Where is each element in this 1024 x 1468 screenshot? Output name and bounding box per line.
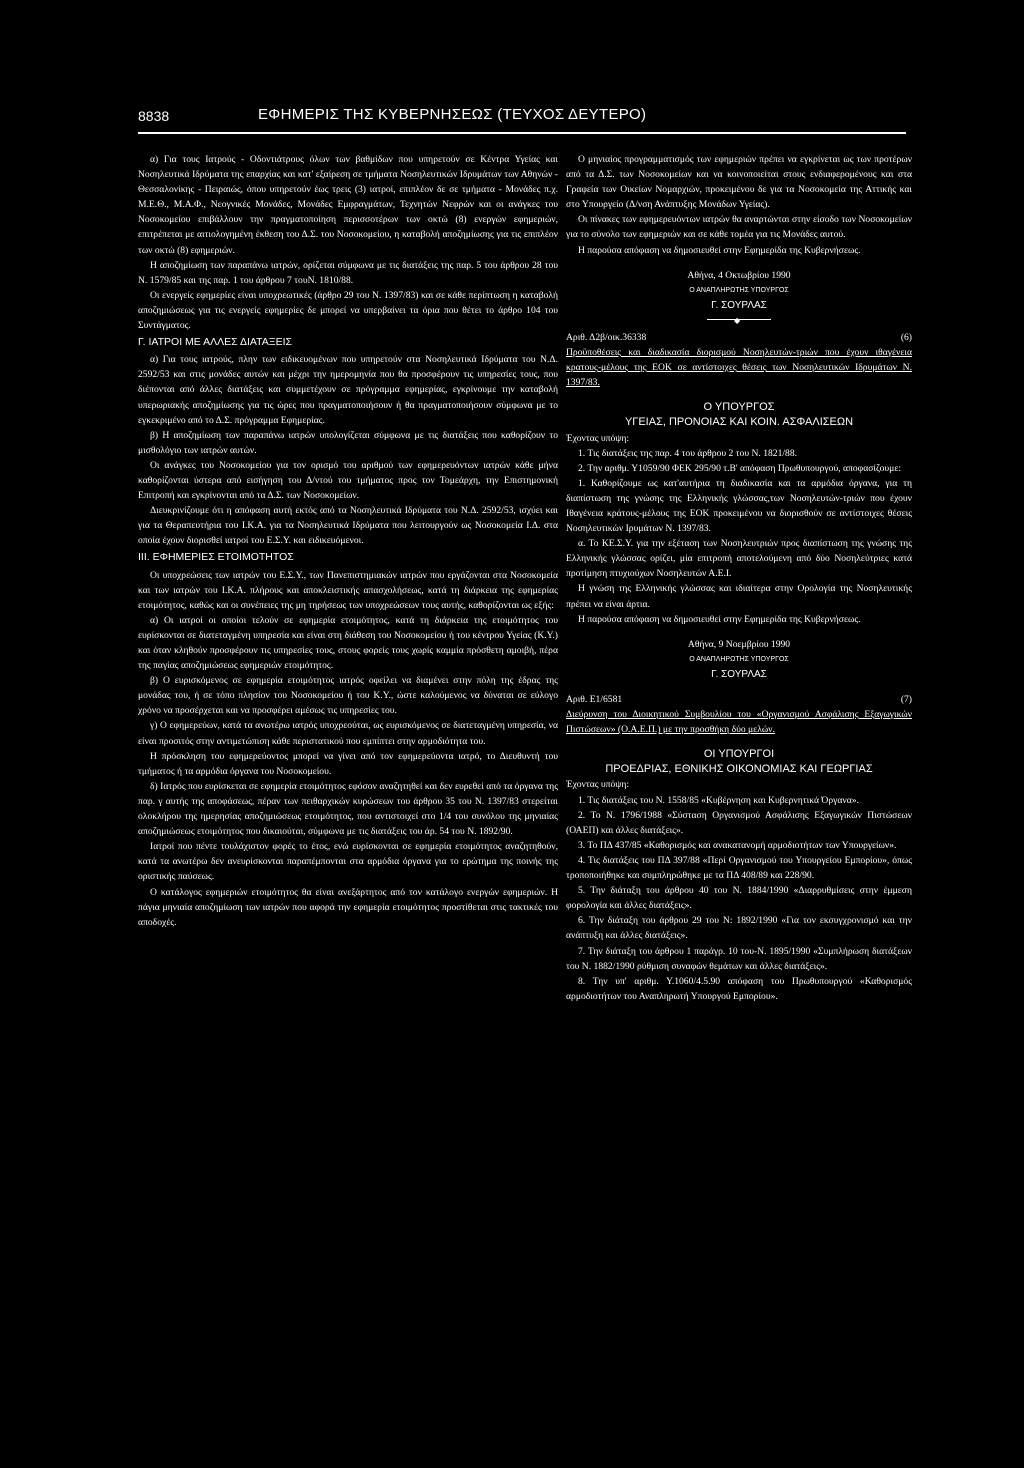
right-column bbox=[566, 152, 912, 1452]
decision-number: (7) bbox=[900, 694, 912, 705]
signatory-name: Γ. ΣΟΥΡΛΑΣ bbox=[711, 668, 767, 680]
paragraph: Η γνώση της Ελληνικής γλώσσας και ιδιαίτερα στην Ορολογία της Νοσηλευτικής πρέπει να είναι άρτια. bbox=[566, 583, 912, 610]
paragraph: 2. Την αριθμ. Υ1059/90 ΦΕΚ 295/90 τ.Β' απόφαση Πρωθυπουργού, αποφασίζουμε: bbox=[578, 462, 901, 474]
section-heading: Γ. ΙΑΤΡΟΙ ΜΕ ΑΛΛΕΣ ΔΙΑΤΑΞΕΙΣ bbox=[138, 336, 293, 349]
decision-title: Διεύρυνση του Διοικητικού Συμβουλίου του «Οργανισμού Ασφάλισης Εξαγωγικών Πιστώσεων» (Ο.Α.Ε.Π.) με την προσθήκη δύο μελών. bbox=[566, 709, 912, 736]
paragraph: Η παρούσα απόφαση να δημοσιευθεί στην Εφημερίδα της Κυβερνήσεως. bbox=[578, 244, 861, 256]
paragraph: α) Για τους Ιατρούς - Οδοντιάτρους όλων των βαθμίδων που υπηρετούν σε Κέντρα Υγείας και Νοσηλευτικά Ιδρύματα της επαρχίας και κατ' εξαίρεση σε τμήματα Νοσηλευτικών Ιδρυμάτων των Αθηνών - Θεσσαλονίκης - Πειραιώς, όπου υπηρετούν έως τρεις (3) ιατροί, επιπλέον δε σε τμήματα - Μονάδες π.χ. Μ.Ε.Θ., Μ.Α.Φ., Νεογνικές Μονάδες, Μονάδες Εμφραγμάτων, Τεχνητών Νεφρών και οι ανάγκες του Νοσοκομείου επιβάλλουν την πραγματοποίηση περισσοτέρων των οκτώ (8) ενεργών εφημεριών, επιτρέπεται με αιτιολογημένη έκθεση του Δ.Σ. του Νοσοκομείου, η καταβολή αποζημίωσης για τις επιπλέον των οκτώ (8) εφημεριών. bbox=[138, 154, 558, 256]
page-number: 8838 bbox=[138, 108, 170, 124]
decision-reference: Αριθ. Ε1/6581 bbox=[566, 694, 623, 705]
decision-reference: Αριθ. Δ2β/οικ.36338 bbox=[566, 331, 647, 343]
signature-date: Αθήνα, 4 Οκτωβρίου 1990 bbox=[687, 269, 791, 281]
paragraph: 1. Τις διατάξεις της παρ. 4 του άρθρου 2 του Ν. 1821/88. bbox=[578, 447, 798, 459]
paragraph: β) Η αποζημίωση των παραπάνω ιατρών υπολογίζεται σύμφωνα με τις διατάξεις που καθορίζουν το μισθολόγιο των ιατρών αυτών. bbox=[138, 429, 558, 456]
ministers-title: ΟΙ ΥΠΟΥΡΓΟΙ bbox=[703, 748, 775, 761]
paragraph: 6. Την διάταξη του άρθρου 29 του Ν: 1892/1990 «Για τον εκσυγχρονισμό και την ανάπτυξη και άλλες διατάξεις». bbox=[566, 915, 912, 942]
paragraph: Οι υποχρεώσεις των ιατρών του Ε.Σ.Υ., των Πανεπιστημιακών ιατρών που εργάζονται στα Νοσοκομεία και των ιατρών του Ι.Κ.Α. πλήρους και αποκλειστικής απασχολήσεως, κατά τη διάρκεια της εφημερίας ετοιμότητος, καθώς και οι συνέπειες της μη τηρήσεως των υποχρεώσεων τους αυτής, καθορίζονται ως εξής: bbox=[138, 569, 558, 611]
paragraph: 3. Το ΠΔ 437/85 «Καθορισμός και ανακατανομή αρμοδιοτήτων των Υπουργείων». bbox=[578, 839, 897, 851]
signatory-role: Ο ΑΝΑΠΛΗΡΩΤΗΣ ΥΠΟΥΡΓΟΣ bbox=[689, 286, 789, 294]
paragraph: δ) Ιατρός που ευρίσκεται σε εφημερία ετοιμότητος εφόσον αναζητηθεί και δεν ευρεθεί από τα όργανα της παρ. γ αυτής της αποφάσεως, πέραν των πειθαρχικών κυρώσεων του άρθρου 35 του Ν. 1397/83 στερείται ολοκλήρου της ημερησίας αποζημιώσεως ετοιμότητος, που αντιστοιχεί στο 1/4 του συνόλου της μηνιαίας αποζημιώσεως ετοιμότητος που δικαιούται, σύμφωνα με τις διατάξεις του άρ. 54 του Ν. 1892/90. bbox=[138, 780, 558, 838]
paragraph: γ) Ο εφημερεύων, κατά τα ανωτέρω ιατρός υποχρεούται, ως ευρισκόμενος σε διατεταγμένη υπηρεσία, να είναι προσιτός στην αντιμετώπιση κάθε περιστατικού που εμπίπτει στην αρμοδιότητα του. bbox=[138, 720, 558, 747]
paragraph: 7. Την διάταξη του άρθρου 1 παράγρ. 10 του-Ν. 1895/1990 «Συμπλήρωση διατάξεων του Ν. 1882/1990 ρύθμιση συναφών θεμάτων και άλλες διατάξεις». bbox=[566, 945, 912, 972]
signatory-name: Γ. ΣΟΥΡΛΑΣ bbox=[711, 299, 767, 311]
paragraph: 2. Το Ν. 1796/1988 «Σύσταση Οργανισμού Ασφάλισης Εξαγωγικών Πιστώσεων (ΟΑΕΠ) και άλλες διατάξεις». bbox=[566, 809, 912, 836]
paragraph: 5. Την διάταξη του άρθρου 40 του Ν. 1884/1990 «Διαρρυθμίσεις στην έμμεση φορολογία και άλλες διατάξεις». bbox=[566, 885, 912, 912]
decision-header bbox=[566, 330, 912, 345]
paragraph: Οι πίνακες των εφημερευόντων ιατρών θα αναρτώνται στην είσοδο των Νοσοκομείων για το σύνολο των εφημεριών και σε κάθε τομέα για τις Μονάδες αυτού. bbox=[566, 214, 912, 241]
paragraph: 1. Τις διατάξεις του Ν. 1558/85 «Κυβέρνηση και Κυβερνητικά Όργανα». bbox=[578, 794, 859, 806]
minister-title: Ο ΥΠΟΥΡΓΟΣ bbox=[703, 401, 775, 414]
paragraph: Οι ανάγκες του Νοσοκομείου για τον ορισμό του αριθμού των εφημερευόντων ιατρών κάθε μήνα καθορίζονται ύστερα από εισήγηση του Δ/ντού του τμήματος προς τον Τομεάρχη, την Επιστημονική Επιτροπή και εγκρίνονται από τα Δ.Σ. των Νοσοκομείων. bbox=[138, 459, 558, 502]
paragraph: Ιατροί που πέντε τουλάχιστον φορές το έτος, ενώ ευρίσκονται σε εφημερία ετοιμότητος αναζητηθούν, κατά τα ανωτέρω δεν ανευρίσκονται παραπέμπονται στα αρμόδια όργανα για το ερώτημα της ποινής της οριστικής παύσεως. bbox=[138, 841, 558, 883]
paragraph: 4. Τις διατάξεις του ΠΔ 397/88 «Περί Οργανισμού του Υπουργείου Εμπορίου», όπως τροποποιήθηκε και συμπληρώθηκε με τα ΠΔ 408/89 και 228/90. bbox=[566, 854, 912, 882]
gazette-title: ΕΦΗΜΕΡΙΣ ΤΗΣ ΚΥΒΕΡΝΗΣΕΩΣ (ΤΕΥΧΟΣ ΔΕΥΤΕΡΟ) bbox=[258, 106, 647, 123]
decision-number: (6) bbox=[900, 331, 912, 343]
signature-date: Αθήνα, 9 Νοεμβρίου 1990 bbox=[687, 638, 791, 650]
having-regard: Έχοντας υπόψη: bbox=[566, 432, 629, 444]
ministries-name: ΠΡΟΕΔΡΙΑΣ, ΕΘΝΙΚΗΣ ΟΙΚΟΝΟΜΙΑΣ ΚΑΙ ΓΕΩΡΓΙΑΣ bbox=[605, 763, 873, 776]
ministry-name: ΥΓΕΙΑΣ, ΠΡΟΝΟΙΑΣ ΚΑΙ ΚΟΙΝ. ΑΣΦΑΛΙΣΕΩΝ bbox=[624, 416, 854, 429]
paragraph: Η πρόσκληση του εφημερεύοντος μπορεί να γίνει από τον εφημερεύοντα ιατρό, το Διευθυντή του τμήματος ή τα αρμόδια όργανα του Νοσοκομείου. bbox=[138, 750, 558, 777]
paragraph: 1. Καθορίζουμε ως κατ'αυτήρια τη διαδικασία και τα αρμόδια όργανα, για τη διαπίστωση της γνώσης της Ελληνικής γλώσσας,των Νοσηλευτών-τριών που έχουν Ιθαγένεια κράτους-μέλους της ΕΟΚ προκειμένου να διορισθούν σε αντίστοιχες θέσεις Νοσηλευτικών Ιρυμάτων Ν. 1397/83. bbox=[566, 477, 912, 535]
decision-title: Προϋποθέσεις και διαδικασία διορισμού Νοσηλευτών-τριών που έχουν ιθαγένεια κρατους-μέλους της ΕΟΚ σε αντίστοιχες θέσεις των Νοσηλευτικών Ιδρυμάτων Ν. 1397/83. bbox=[566, 347, 912, 389]
paragraph: Διευκρινίζουμε ότι η απόφαση αυτή εκτός από τα Νοσηλευτικά Ιδρύματα του Ν.Δ. 2592/53, ισχύει και για τα Θεραπευτήρια του Ι.Κ.Α. για τα Νοσηλευτικά Ιδρύματα που λειτουργούν ως Νοσοκομεία Ι.Δ. στα οποία έχουν διορισθεί ιατροί του Ε.Σ.Υ. και ειδικευόμενοι. bbox=[138, 505, 558, 547]
paragraph: Οι ενεργείς εφημερίες είναι υποχρεωτικές (άρθρο 29 του Ν. 1397/83) και σε κάθε περίπτωση η καταβολή αποζημιώσεως για τις ενεργείς εφημερίες δε μπορεί να υπερβαίνει τα όρια που θέτει το άρθρο 104 του Συντάγματος. bbox=[138, 289, 558, 332]
paragraph: α. Το ΚΕ.Σ.Υ. για την εξέταση των Νοσηλευτριών προς διαπίστωση της γνώσης της Ελληνικής γλώσσας ορίζει, μία επιτροπή αποτελούμενη από δύο Νοσηλεύτριες κατά προτίμηση πτυχιούχων Νοσηλευτών Α.Ε.Ι. bbox=[566, 538, 912, 580]
paragraph: Ο μηνιαίος προγραμματισμός των εφημεριών πρέπει να εγκρίνεται ως των προτέρων από τα Δ.Σ. των Νοσοκομείων και να κοινοποιείται στους ενδιαφερομένους και στα Γραφεία των Οικείων Νομαρχιών, προκειμένου δε για τα Νοσοκομεία της Αττικής και στο Υπουργείο (Δ/νση Ανάπτυξης Μονάδων Υγείας). bbox=[566, 154, 912, 211]
paragraph: β) Ο ευρισκόμενος σε εφημερία ετοιμότητος ιατρός οφείλει να διαμένει στην πόλη της έδρας της μονάδας του, ή σε τόπο πλησίον του Νοσοκομείου ή του Κ.Υ., ώστε καλούμενος να δύναται σε εύλογο χρόνο να προσέρχεται και να προσφέρει αμέσως τις υπηρεσίες του. bbox=[138, 675, 558, 717]
paragraph: α) Για τους ιατρούς, πλην των ειδικευομένων που υπηρετούν στα Νοσηλευτικά Ιδρύματα του Ν.Δ. 2592/53 και στις μονάδες αυτών και μέχρι την ημερομηνία που θα προσφέρουν τις υπηρεσίες τους, που διέπονται από άλλες διατάξεις και συμμετέχουν σε πρόγραμμα εφημερίας, εγκρίνουμε την καταβολή υπερωριακής αποζημίωσης για τις ώρες που πραγματοποιήσουν ή θα πραγματοποιήσουν σύμφωνα με το εγκεκριμένο από το Δ.Σ. πρόγραμμα Εφημερίας. bbox=[138, 354, 558, 426]
page-header bbox=[138, 104, 906, 134]
paragraph: Η παρούσα απόφαση να δημοσιευθεί στην Εφημερίδα της Κυβερνήσεως. bbox=[578, 613, 861, 625]
section-heading: ΙΙΙ. ΕΦΗΜΕΡΙΕΣ ΕΤΟΙΜΟΤΗΤΟΣ bbox=[138, 551, 294, 564]
paragraph: Η αποζημίωση των παραπάνω ιατρών, ορίζεται σύμφωνα με τις διατάξεις της παρ. 5 του άρθρου 28 του Ν. 1579/85 και της παρ. 1 του άρθρου 7 τουΝ. 1810/88. bbox=[138, 259, 558, 286]
paragraph: 8. Την υπ' αριθμ. Υ.1060/4.5.90 απόφαση του Πρωθυπουργού «Καθορισμός αρμοδιοτήτων του Αναπληρωτή Υπουργού Εμπορίου». bbox=[566, 975, 912, 1002]
left-column bbox=[138, 152, 558, 1452]
signatory-role: Ο ΑΝΑΠΛΗΡΩΤΗΣ ΥΠΟΥΡΓΟΣ bbox=[689, 655, 789, 663]
having-regard: Έχοντας υπόψη: bbox=[566, 779, 629, 791]
paragraph: α) Οι ιατροί οι οποίοι τελούν σε εφημερία ετοιμότητος, κατά τη διάρκεια της ετοιμότητος του ευρίσκονται σε διατεταγμένη υπηρεσία και είναι στη διάθεση του Νοσοκομείου ή του κέντρου Υγείας (Κ.Υ.) και όταν κληθούν προσφέρουν τις υπηρεσίες τους, στους φορείς τους χωρίς καμμία πρόσθετη αμοιβή, πέρα της παγίας αποζημιώσεως εφημεριών ετοιμότητος. bbox=[138, 614, 558, 672]
paragraph: Ο κατάλογος εφημεριών ετοιμότητος θα είναι ανεξάρτητος από τον κατάλογο ενεργών εφημεριών. Η πάγια μηνιαία αποζημίωση των ιατρών που αφορά την εφημερία ετοιμότητος προστίθεται στις τακτικές του αποδοχές. bbox=[138, 886, 558, 928]
section-divider bbox=[707, 319, 771, 320]
decision-header bbox=[566, 692, 912, 707]
